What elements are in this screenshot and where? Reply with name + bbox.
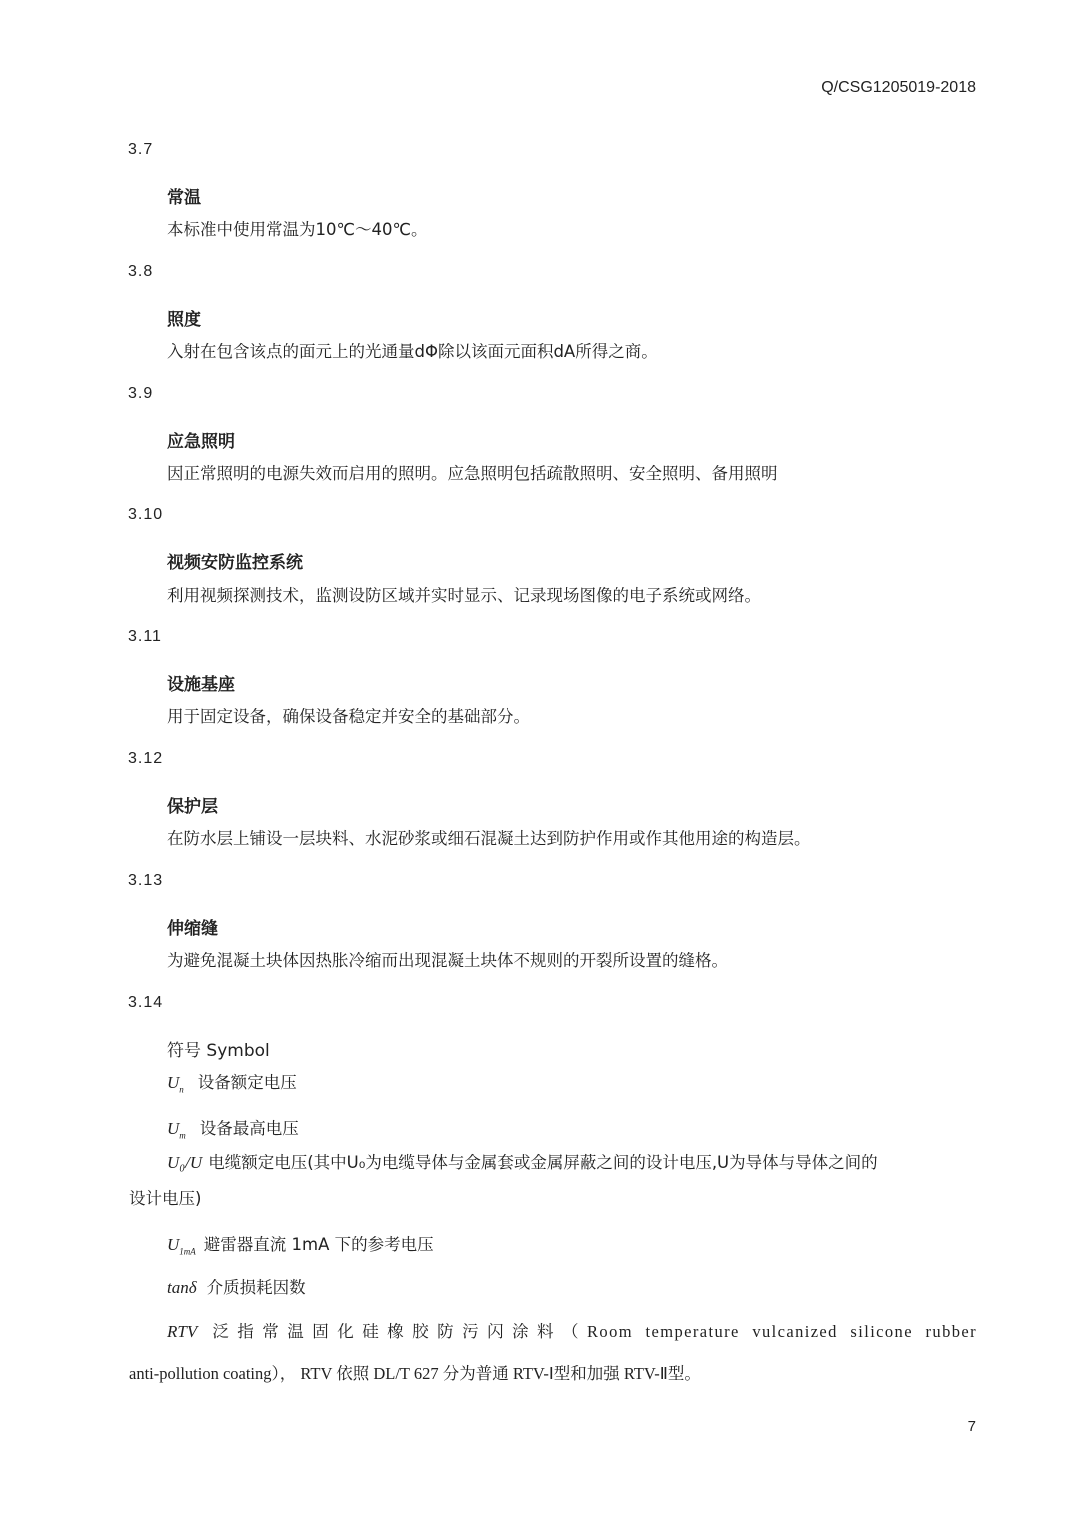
- term-definition: 利用视频探测技术，监测设防区域并实时显示、记录现场图像的电子系统或网络。: [167, 586, 761, 605]
- symbol-row-um: [167, 1115, 299, 1140]
- symbol-description: 设备额定电压: [197, 1073, 297, 1092]
- symbols-heading: 符号 Symbol: [167, 1041, 270, 1061]
- page-number: 7: [967, 1418, 976, 1435]
- symbol-description: 避雷器直流 1mA 下的参考电压: [203, 1235, 434, 1254]
- term-title: 伸缩缝: [167, 919, 218, 939]
- symbol-label: $U_n$: [167, 1073, 184, 1095]
- term-title: 设施基座: [167, 675, 235, 695]
- term-title: 视频安防监控系统: [167, 553, 303, 573]
- section-number: 3.12: [128, 750, 164, 767]
- symbol-label: $U_{1mA}$: [167, 1235, 196, 1257]
- symbol-row-un: [167, 1069, 297, 1094]
- term-title: 保护层: [167, 797, 218, 817]
- section-number: 3.9: [128, 385, 154, 402]
- term-title: 照度: [167, 310, 201, 330]
- symbol-description-continued: 设计电压): [129, 1189, 202, 1208]
- symbol-description: 设备最高电压: [199, 1119, 299, 1138]
- document-code: Q/CSG1205019-2018: [821, 79, 976, 96]
- term-definition: 用于固定设备，确保设备稳定并安全的基础部分。: [167, 707, 530, 726]
- symbol-description: 电缆额定电压(其中U₀为电缆导体与金属套或金属屏蔽之间的设计电压,U为导体与导体之间的: [208, 1153, 878, 1172]
- symbol-label: U₀/U: [167, 1153, 203, 1172]
- term-definition: 本标准中使用常温为10℃～40℃。: [167, 220, 428, 239]
- symbol-description: 介质损耗因数: [206, 1278, 306, 1297]
- term-title: 常温: [167, 188, 201, 208]
- rtv-line-1: [167, 1318, 977, 1342]
- section-number: 3.8: [128, 263, 154, 280]
- term-definition: 在防水层上铺设一层块料、水泥砂浆或细石混凝土达到防护作用或作其他用途的构造层。: [167, 829, 811, 848]
- symbol-row-u1ma: [167, 1231, 434, 1256]
- symbol-row-tan: [167, 1274, 306, 1298]
- section-number: 3.10: [128, 506, 164, 523]
- term-definition: 入射在包含该点的面元上的光通量dΦ除以该面元面积dA所得之商。: [167, 342, 658, 361]
- symbol-description-continued: anti-pollution coating）， RTV 依照 DL/T 627 分为普通 RTV-Ⅰ型和加强 RTV-Ⅱ型。: [129, 1364, 701, 1383]
- symbol-label: RTV: [167, 1322, 198, 1341]
- symbol-label: $U_m$: [167, 1119, 186, 1141]
- symbol-label: tanδ: [167, 1278, 197, 1297]
- symbol-description: 泛指常温固化硅橡胶防污闪涂料（Room temperature vulcanized silicone rubber: [205, 1322, 977, 1341]
- symbol-row-rtv: [167, 1318, 977, 1342]
- section-number: 3.7: [128, 141, 154, 158]
- symbol-row-u0u: [167, 1149, 878, 1173]
- section-number: 3.13: [128, 872, 164, 889]
- section-number: 3.14: [128, 994, 164, 1011]
- term-definition: 因正常照明的电源失效而启用的照明。应急照明包括疏散照明、安全照明、备用照明: [167, 464, 778, 483]
- section-number: 3.11: [128, 628, 162, 645]
- term-definition: 为避免混凝土块体因热胀冷缩而出现混凝土块体不规则的开裂所设置的缝格。: [167, 951, 728, 970]
- term-title: 应急照明: [167, 432, 235, 452]
